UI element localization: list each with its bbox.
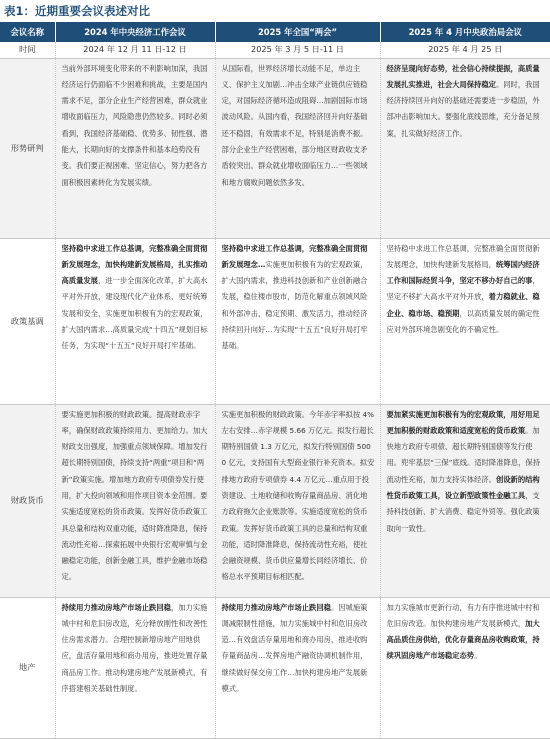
header-politburo-apr-2025: 2025 年 4 月中央政治局会议 [380, 22, 550, 42]
time-politburo-apr-2025: 2025 年 4 月 25 日 [380, 42, 550, 58]
cell-text [380, 238, 550, 404]
body-text: 加力实施城市更新行动，有力有序推进城中村和危旧房改造。加快构建房地产发展新模式， [386, 602, 540, 628]
cell-text [380, 404, 550, 597]
time-label: 时间 [0, 42, 55, 58]
emphasized-text: 持续用力推动房地产市场止跌回稳 [221, 602, 331, 612]
header-meeting-name: 会议名称 [0, 22, 55, 42]
cell-text [55, 58, 215, 238]
body-text: ，进一步全面深化改革，扩大高水平对外开放，建设现代化产业体系，更好统筹发展和安全，实施更加积极有为的宏观政策，扩大国内需求…高质量完成“十四五”规划目标任务，为实现“十五五”良好开局打牢基础。 [61, 276, 208, 351]
emphasized-text: 创设新的结构性货币政策工具，设立新型政策性金融工具 [386, 474, 540, 500]
table-row [0, 58, 550, 238]
body-text: ，加力实施城中村和危旧房改造，充分释放刚性和改善性住房需求潜力。合理控制新增房地产用地供应，盘活存量用地和商办用房，推进处置存量商品房工作。推动构建房地产发展新模式，有序搭建相关基础性制度。 [61, 602, 208, 693]
body-text: 坚持稳中求进工作总基调，完整准确全面贯彻新发展理念，加快构建新发展格局， [386, 243, 540, 269]
emphasized-text: 坚持稳中求进工作总基调，完整准确全面贯彻新发展理念，加快构建新发展格局，扎实推动高质量发展 [61, 243, 208, 286]
cell-text [215, 597, 380, 738]
time-row [0, 42, 550, 58]
time-two-sessions-2025: 2025 年 3 月 5 日-11 日 [215, 42, 380, 58]
cell-text [215, 58, 380, 238]
cell-text [380, 597, 550, 738]
time-cewc-2024: 2024 年 12 月 11 日-12 日 [55, 42, 215, 58]
emphasized-text: 经济呈现向好态势，社会信心持续提振，高质量发展扎实推进，社会大局保持稳定 [386, 63, 540, 89]
cell-text [380, 58, 550, 238]
emphasized-text: 着力稳就业、稳企业、稳市场、稳预期 [386, 292, 540, 318]
header-cewc-2024: 2024 年中央经济工作会议 [55, 22, 215, 42]
emphasized-text: 统筹国内经济工作和国际经贸斗争，坚定不移办好自己的事 [386, 259, 540, 286]
body-text: 。同时，我国经济持续回升向好的基础还需要进一步稳固，外部冲击影响加大。要强化底线思维，充分备足预案，扎实做好经济工作。 [386, 79, 540, 138]
table-title: 表1：近期重要会议表述对比 [4, 4, 151, 18]
cell-text [55, 238, 215, 404]
cell-text [215, 404, 380, 597]
row-label-fiscal-monetary: 财政货币 [0, 404, 55, 597]
header-two-sessions-2025: 2025 年全国“两会” [215, 22, 380, 42]
emphasized-text: 持续用力推动房地产市场止跌回稳 [61, 602, 171, 612]
body-text: 。因城施策调减限制性措施，加力实施城中村和危旧房改造…有效盘活存量用地和商办用房，推进收购存量商品房…发挥房地产融资协调机制作用，继续做好保交房工作…加快构建房地产发展新模式。 [221, 602, 368, 693]
body-text: 要实施更加积极的财政政策。提高财政赤字率，确保财政政策持续用力、更加给力。加大财政支出强度，加强重点领域保障。增加发行超长期特别国债，持续支持“两重”项目和“两新”政策实施。增加地方政府专项债券发行使用，扩大投向领域和用作项目资本金范围。要实施适度宽松的货币政策。发挥好货币政策工具总量和结构双重功能，适时降准降息，保持流动性充裕…探索拓展中央银行宏观审慎与金融稳定功能，创新金融工具，维护金融市场稳定。 [61, 409, 208, 582]
row-label-situation: 形势研判 [0, 58, 55, 238]
row-label-real-estate: 地产 [0, 597, 55, 738]
emphasized-text: 坚持稳中求进工作总基调，完整准确全面贯彻新发展理念… [221, 243, 368, 269]
body-text: 实施更加积极的财政政策。今年赤字率拟按 4%左右安排…赤字规模 5.66 万亿元。拟发行超长期特别国债 1.3 万亿元，拟发行特别国债 5000 亿元，支持国有大型商业银行补充资本。拟安排地方政府专项债券 4.4 万亿元…重点用于投资建设、土地收储和收购存量商品房、消化地方政府拖欠企业账款等。实施适度宽松的货币政策。发挥好货币政策工具的总量和结构双重功能，适时降准降息，保持流动性充裕，使社会融资规模、货币供应量增长同经济增长、价格总水平预期目标相匹配。 [221, 409, 375, 582]
body-text: 实施更加积极有为的宏观政策，扩大国内需求，推进科技创新和产业创新融合发展，稳住楼市股市，防范化解重点领域风险和外部冲击，稳定预期、激发活力，推动经济持续回升向好…为实现“十五五”良好开局打牢基础。 [221, 259, 368, 351]
body-text: ，支持科技创新、扩大消费、稳定外贸等。强化政策取向一致性。 [386, 490, 540, 533]
cell-text [215, 238, 380, 404]
emphasized-text: 要加紧实施更加积极有为的宏观政策，用好用足更加积极的财政政策和适度宽松的货币政策 [386, 409, 540, 435]
body-text: 。加快地方政府专项债、超长期特别国债等发行使用。兜牢基层“三保”底线。适时降准降息，保持流动性充裕，加力支持实体经济。 [386, 425, 540, 484]
cell-text [55, 597, 215, 738]
body-text: 从国际看，世界经济增长动能不足，单边主义、保护主义加剧…冲击全球产业链供应链稳定，对国际经济循环造成阻碍…加剧国际市场波动风险。从国内看，我国经济回升向好基础还不稳固，有效需求不足，特别是消费不振。部分企业生产经营困难，部分地区财政收支矛盾较突出。群众就业增收面临压力…一些领域和地方腐败问题依然多发。 [221, 63, 368, 187]
body-text: ，坚定不移扩大高水平对外开放， [386, 276, 540, 302]
body-text: ，以高质量发展的确定性应对外部环境急剧变化的不确定性。 [386, 308, 540, 334]
header-row [0, 22, 550, 42]
emphasized-text: 加大高品质住房供给，优化存量商品房收购政策，持续巩固房地产市场稳定态势 [386, 618, 540, 661]
body-text: 当前外部环境变化带来的不利影响加深，我国经济运行仍面临不少困难和挑战，主要是国内需求不足，部分企业生产经营困难，群众就业增收面临压力，风险隐患仍然较多。同时必须看到，我国经济基础稳、优势多、韧性强、潜能大，长期向好的支撑条件和基本趋势没有变。我们要正视困难、坚定信心，努力把各方面积极因素转化为发展实绩。 [61, 63, 208, 187]
cell-text [55, 404, 215, 597]
table-row [0, 404, 550, 597]
row-label-policy-tone: 政策基调 [0, 238, 55, 404]
meeting-comparison-table [0, 22, 550, 739]
table-row [0, 597, 550, 738]
table-row [0, 238, 550, 404]
body-text: 。 [474, 651, 482, 661]
